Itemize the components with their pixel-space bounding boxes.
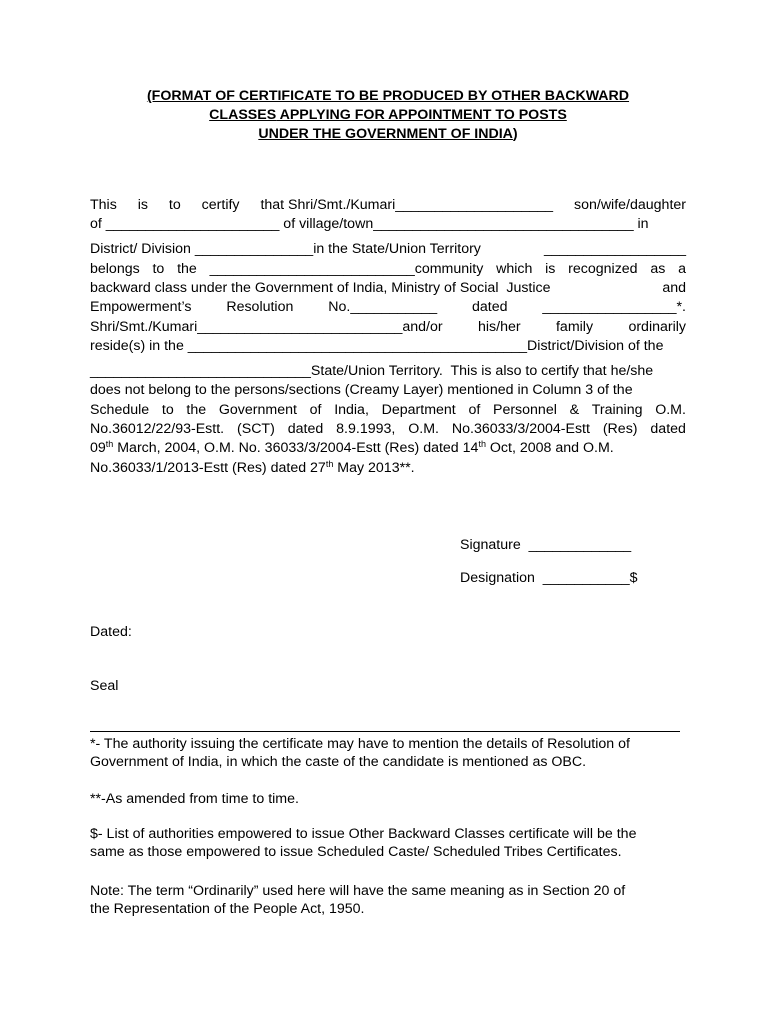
title-line-1: [90, 87, 686, 105]
footnote-text: same as those empowered to issue Scheduled Caste/ Scheduled Tribes Certificates.: [90, 844, 622, 860]
body-word: Department: [381, 402, 456, 418]
body-line-4: [90, 260, 686, 278]
body-line-2: [90, 215, 686, 233]
footnote-1: [90, 735, 690, 771]
body-word: and: [662, 280, 686, 296]
footnote-text: $- List of authorities empowered to issue Other Backward Classes certificate will be the: [90, 826, 637, 842]
signature-field: Signature _____________: [460, 537, 632, 553]
footnote-4: [90, 882, 690, 918]
body-line-7: [90, 318, 686, 336]
title-text: CLASSES: [209, 107, 277, 123]
body-word: dated: [472, 299, 508, 315]
footnote-text: **-As amended from time to time.: [90, 791, 299, 807]
body-word: which: [496, 261, 533, 277]
body-text: 09th March, 2004, O.M. No. 36033/3/2004-Estt (Res) dated 14th Oct, 2008 and O.M.: [90, 439, 614, 456]
title-text: APPLYING FOR APPOINTMENT TO POSTS: [276, 107, 567, 123]
body-word: backward class under the Government of India, Ministry of Social Justice: [90, 280, 551, 296]
body-word: that Shri/Smt./Kumari____________________: [260, 197, 554, 213]
body-word: recognized: [568, 261, 638, 277]
title-text: ): [512, 126, 518, 142]
body-line-14: [90, 459, 686, 477]
footnote-3: [90, 825, 690, 861]
body-line-12: [90, 420, 686, 438]
body-word: of: [309, 402, 322, 418]
body-line-9: [90, 362, 686, 380]
footnote-text: the Representation of the People Act, 1950.: [90, 901, 365, 917]
body-word: to: [168, 197, 181, 213]
body-word: &: [569, 402, 580, 418]
body-word: is: [545, 261, 556, 277]
body-word: the: [186, 402, 207, 418]
footnote-divider: [90, 731, 680, 732]
body-word: _________________*.: [542, 299, 686, 315]
body-line-5: [90, 279, 686, 297]
body-word: son/wife/daughter: [574, 197, 686, 213]
body-word: (Res): [602, 421, 638, 437]
footnote-text: Government of India, in which the caste of the candidate is mentioned as OBC.: [90, 754, 587, 770]
body-word: the: [177, 261, 197, 277]
body-line-3: [90, 240, 686, 258]
body-word: of ______________________ of village/town_________________________________ in: [90, 216, 649, 232]
body-word: India,: [334, 402, 369, 418]
body-word: Government: [218, 402, 297, 418]
body-word: to: [152, 261, 165, 277]
body-word: O.M.: [408, 421, 439, 437]
body-word: reside(s) in the ___________________________________________District/Division of the: [90, 338, 664, 354]
footnote-2: [90, 790, 690, 808]
seal-label: Seal: [90, 678, 119, 694]
body-word: as: [650, 261, 666, 277]
body-line-8: [90, 337, 686, 355]
body-word: his/her: [478, 319, 521, 335]
body-word: No.36033/3/2004-Estt: [451, 421, 590, 437]
body-word: Personnel: [492, 402, 557, 418]
body-word: a: [678, 261, 686, 277]
body-line-1: [90, 196, 686, 214]
title-text: (FORMAT OF CERTIFICATE TO BE PRODUCED BY OTHER BACKWARD: [146, 88, 630, 104]
body-word: Schedule: [90, 402, 150, 418]
body-line-6: [90, 298, 686, 316]
body-word: is: [137, 197, 148, 213]
body-word: __________________________community: [209, 261, 484, 277]
footnote-text: Note: The term “Ordinarily” used here will have the same meaning as in Section 20 of: [90, 883, 626, 899]
body-word: No.___________: [328, 299, 438, 315]
title-line-3: [90, 125, 686, 143]
body-line-10: [90, 381, 686, 399]
body-word: family: [555, 319, 594, 335]
body-word: ____________________________State/Union Territory. This is also to certify that he/she: [90, 363, 654, 379]
body-word: Shri/Smt./Kumari__________________________and/or: [90, 319, 443, 335]
body-word: O.M.: [655, 402, 686, 418]
body-word: certify: [201, 197, 240, 213]
body-word: ordinarily: [628, 319, 686, 335]
title-line-2: [90, 106, 686, 124]
title-text: UNDER THE GOVERNMENT OF INDIA: [258, 126, 513, 142]
body-line-13: [90, 439, 686, 457]
body-word: (SCT): [237, 421, 275, 437]
body-word: dated: [650, 421, 686, 437]
body-text: No.36033/1/2013-Estt (Res) dated 27th May 2013**.: [90, 459, 415, 476]
body-word: 8.9.1993,: [336, 421, 396, 437]
body-word: District/ Division _______________in the State/Union Territory: [90, 241, 481, 257]
body-word: of: [468, 402, 481, 418]
body-word: Empowerment’s: [90, 299, 192, 315]
body-word: No.36012/22/93-Estt.: [90, 421, 225, 437]
body-line-11: [90, 401, 686, 419]
body-word: This: [90, 197, 117, 213]
body-word: to: [161, 402, 174, 418]
body-word: Training: [591, 402, 643, 418]
body-word: Resolution: [226, 299, 294, 315]
body-word: __________________: [543, 241, 686, 257]
footnote-text: *- The authority issuing the certificate may have to mention the details of Resolution of: [90, 736, 630, 752]
body-word: dated: [287, 421, 324, 437]
body-word: belongs: [90, 261, 140, 277]
body-word: does not belong to the persons/sections (Creamy Layer) mentioned in Column 3 of the: [90, 382, 633, 398]
designation-field: Designation ___________$: [460, 570, 638, 586]
dated-label: Dated:: [90, 624, 132, 640]
